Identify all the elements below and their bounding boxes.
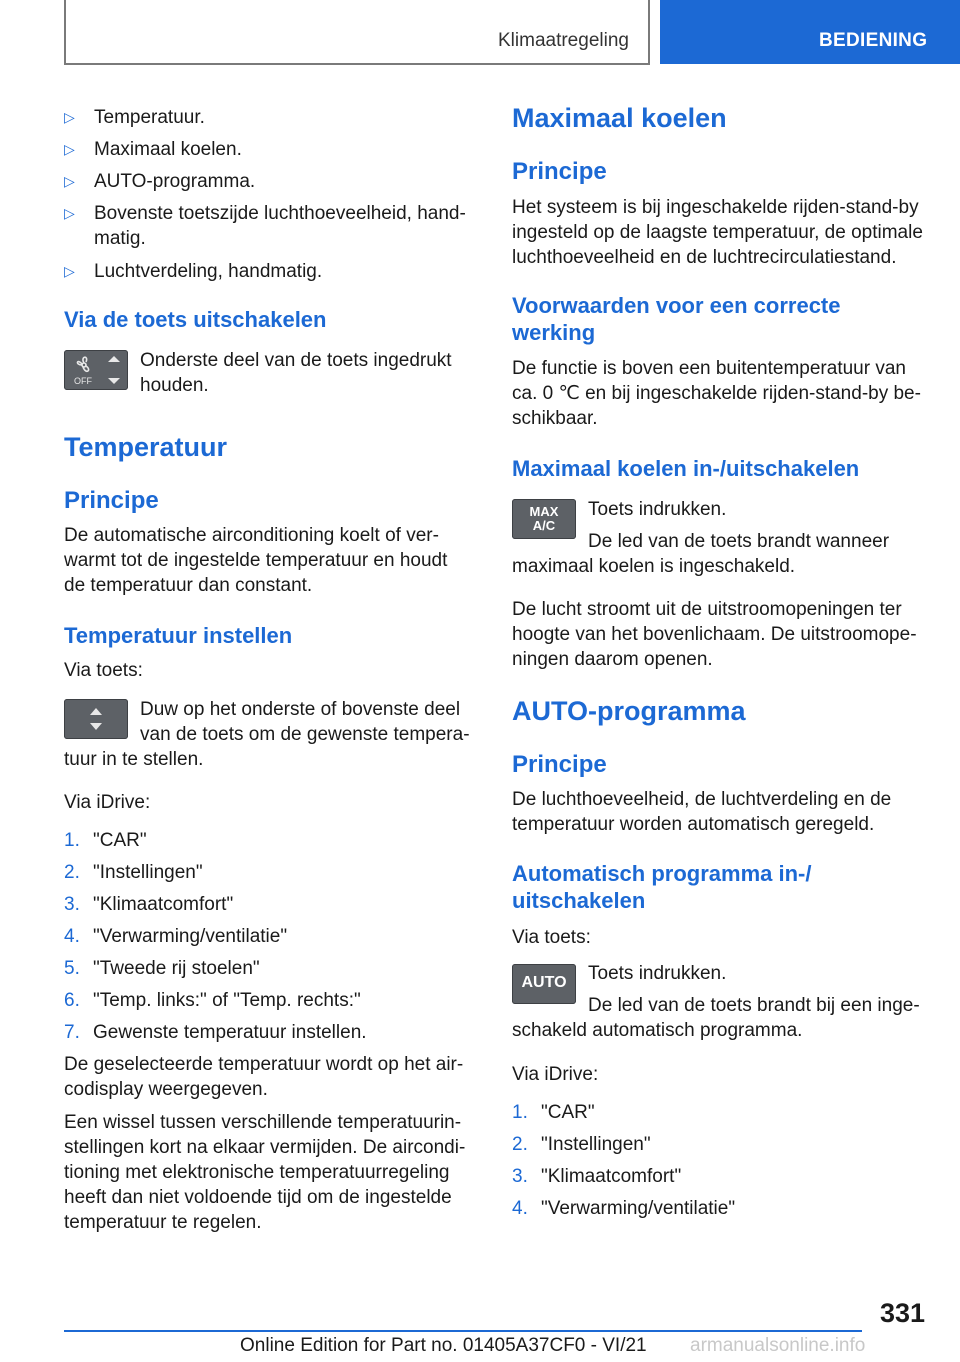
temperature-updown-key-icon xyxy=(64,699,128,739)
fan-off-key-icon xyxy=(64,350,128,390)
triangle-bullet-icon: ▷ xyxy=(64,205,75,221)
heading-voorwaarden: Voorwaarden voor een correcte xyxy=(512,293,841,318)
list-item: 4. "Verwarming/ventilatie" xyxy=(64,926,288,947)
section-title: Klimaatregeling xyxy=(498,30,629,51)
list-item: 7. Gewenste temperatuur instellen. xyxy=(64,1022,367,1043)
footer-rule xyxy=(64,1330,862,1332)
chapter-tab-label: BEDIENING xyxy=(819,30,928,51)
heading-auto-programma: AUTO-programma xyxy=(512,696,746,726)
chapter-tab xyxy=(660,0,960,64)
heading-temperatuur: Temperatuur xyxy=(64,432,228,462)
watermark: armanualsonline.info xyxy=(690,1335,866,1356)
page-number: 331 xyxy=(880,1298,926,1328)
header-rule-left xyxy=(64,0,66,64)
auto-key-icon: AUTO xyxy=(512,964,576,1004)
triangle-bullet-icon: ▷ xyxy=(64,173,75,189)
list-item: 3. "Klimaatcomfort" xyxy=(512,1166,682,1187)
list-item: 3. "Klimaatcomfort" xyxy=(64,894,234,915)
max-ac-key-icon: MAX A/C xyxy=(512,499,576,539)
list-item: 2. "Instellingen" xyxy=(512,1134,651,1155)
list-item: 6. "Temp. links:" of "Temp. rechts:" xyxy=(64,990,361,1011)
heading-automatisch-programma-2: uitschakelen xyxy=(512,888,646,913)
heading-temperatuur-instellen: Temperatuur instellen xyxy=(64,623,293,648)
heading-via-toets-uitschakelen: Via de toets uitschakelen xyxy=(64,307,327,332)
triangle-bullet-icon: ▷ xyxy=(64,263,75,279)
list-item: 4. "Verwarming/ventilatie" xyxy=(512,1198,736,1219)
list-item: 1. "CAR" xyxy=(64,830,147,851)
heading-maximaal-koelen-in-uit: Maximaal koelen in-/uitschakelen xyxy=(512,456,860,481)
heading-principe: Principe xyxy=(64,487,159,514)
heading-voorwaarden-2: werking xyxy=(512,320,596,345)
list-item: 5. "Tweede rij stoelen" xyxy=(64,958,260,979)
header-rule-bottom xyxy=(64,63,650,65)
heading-principe: Principe xyxy=(512,751,607,778)
list-item: 1. "CAR" xyxy=(512,1102,595,1123)
heading-automatisch-programma: Automatisch programma in-/ xyxy=(512,861,812,886)
triangle-bullet-icon: ▷ xyxy=(64,141,75,157)
heading-maximaal-koelen: Maximaal koelen xyxy=(512,103,727,133)
list-item: 2. "Instellingen" xyxy=(64,862,203,883)
edition-text: Online Edition for Part no. 01405A37CF0 - VI/21 xyxy=(240,1335,647,1356)
svg-text:OFF: OFF xyxy=(74,376,92,386)
header-rule-right xyxy=(648,0,650,64)
triangle-bullet-icon: ▷ xyxy=(64,109,75,125)
heading-principe: Principe xyxy=(512,158,607,185)
